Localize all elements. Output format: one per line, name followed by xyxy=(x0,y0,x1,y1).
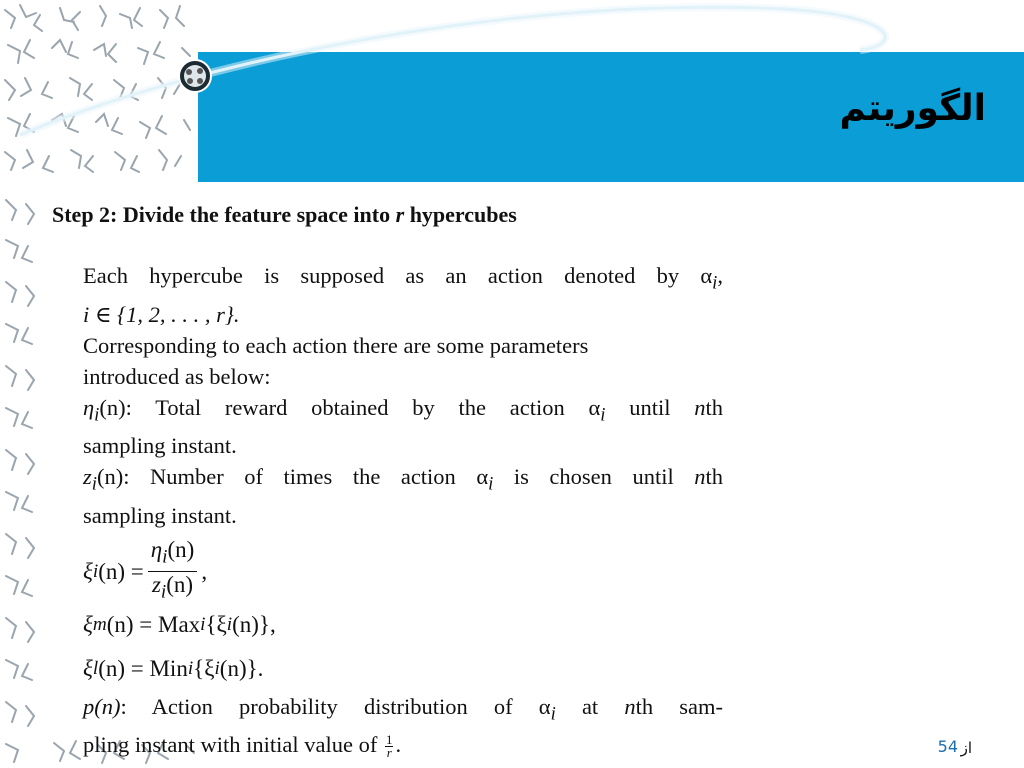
text-line: sampling instant. xyxy=(83,433,237,458)
text-line: introduced as below: xyxy=(83,363,271,389)
page-of-label: از xyxy=(960,739,972,757)
logo-icon xyxy=(177,58,213,94)
text-line: Corresponding to each action there are some parameters xyxy=(83,332,589,358)
text-line: $z_i(n)$: Number of times the action $\alpha_i$ is chosen until nth xyxy=(83,464,723,495)
fraction-small: $\frac{1}{r}$ xyxy=(385,732,393,761)
text-line: i ∈ {1, 2, . . . , r}. xyxy=(83,301,240,327)
slide-title: الگوریتم xyxy=(839,88,986,129)
text-line: Each hypercube is supposed as an action denoted by $\alpha_i$, xyxy=(83,263,723,294)
equation-xi-max: ξ m (n) = Max i {ξ i (n)}, xyxy=(83,612,276,637)
text-line: sampling instant. xyxy=(83,502,237,528)
text-line: pling instant with initial value of $\frac{1}{r}$ . xyxy=(83,732,402,761)
page-number: 54 xyxy=(937,737,958,756)
text-line: p(n): Action probability distribution of $\alpha_i$ at nth sam- xyxy=(83,693,723,724)
fraction: $\frac{\eta_i(n)}{z_i(n)}$ xyxy=(148,537,198,605)
step-heading: Step 2: Divide the feature space into r hypercubes xyxy=(52,202,517,227)
slide-content xyxy=(52,198,752,228)
text-line: $\eta_i(n)$: Total reward obtained by the action $\alpha_i$ until nth xyxy=(83,394,723,425)
equation-xi-i: ξ i (n) = $\frac{\eta_i(n)}{z_i(n)}$ , xyxy=(83,541,723,603)
equations xyxy=(83,537,723,691)
decorative-pattern-top xyxy=(0,0,200,190)
body-text xyxy=(83,260,723,760)
equation-xi-min: ξ l (n) = Min i {ξ i (n)}. xyxy=(83,656,264,681)
decorative-pattern-left xyxy=(0,190,48,768)
